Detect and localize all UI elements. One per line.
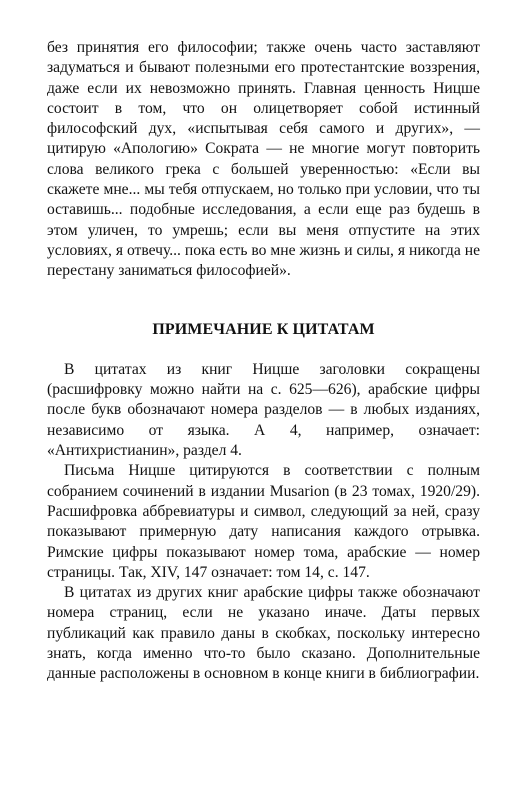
section-heading: ПРИМЕЧАНИЕ К ЦИТАТАМ: [152, 320, 375, 338]
paragraph-citation-abbreviations: В цитатах из книг Ницше заголовки сокращены (расшифровку можно найти на с. 625—626), арабские цифры после букв обозначают номера разделов — в любых изданиях, независимо от языка. А 4, например, означает: «Антихристианин», раздел 4.: [47, 360, 480, 460]
continuation-paragraph: без принятия его философии; также очень часто заставляют задуматься и бывают полезными его протестантские воззрения, даже если их невозможно принять. Главная ценность Ницше состоит в том, что он олицетворяет собой истинный философский дух, «испытывая себя самого и других», — цитирую «Апологию» Сократа — не многие могут повторить слова великого грека с большей уверенностью: «Если вы скажете мне... мы тебя отпускаем, но только при условии, что ты оставишь... подобные исследования, а если еще раз будешь в этом уличен, то умрешь; если вы меня отпустите на этих условиях, я отвечу... пока есть во мне жизнь и силы, я никогда не перестану заниматься философией».: [47, 39, 480, 280]
book-page: [47, 38, 480, 685]
paragraph-letters-citation: Письма Ницше цитируются в соответствии с полным собранием сочинений в издании Musarion (в 23 томах, 1920/29). Расшифровка аббревиатуры и символ, следующий за ней, сразу показывают примерную дату написания каждого отрывка. Римские цифры показывают номер тома, арабские — номер страницы. Так, XIV, 147 означает: том 14, с. 147.: [47, 462, 480, 581]
paragraph-other-books-citation: В цитатах из других книг арабские цифры также обозначают номера страниц, если не указано иначе. Даты первых публикаций как правило даны в скобках, поскольку интересно знать, когда именно что-то было сказано. Дополнительные данные расположены в основном в конце книги в библиографии.: [47, 584, 480, 683]
